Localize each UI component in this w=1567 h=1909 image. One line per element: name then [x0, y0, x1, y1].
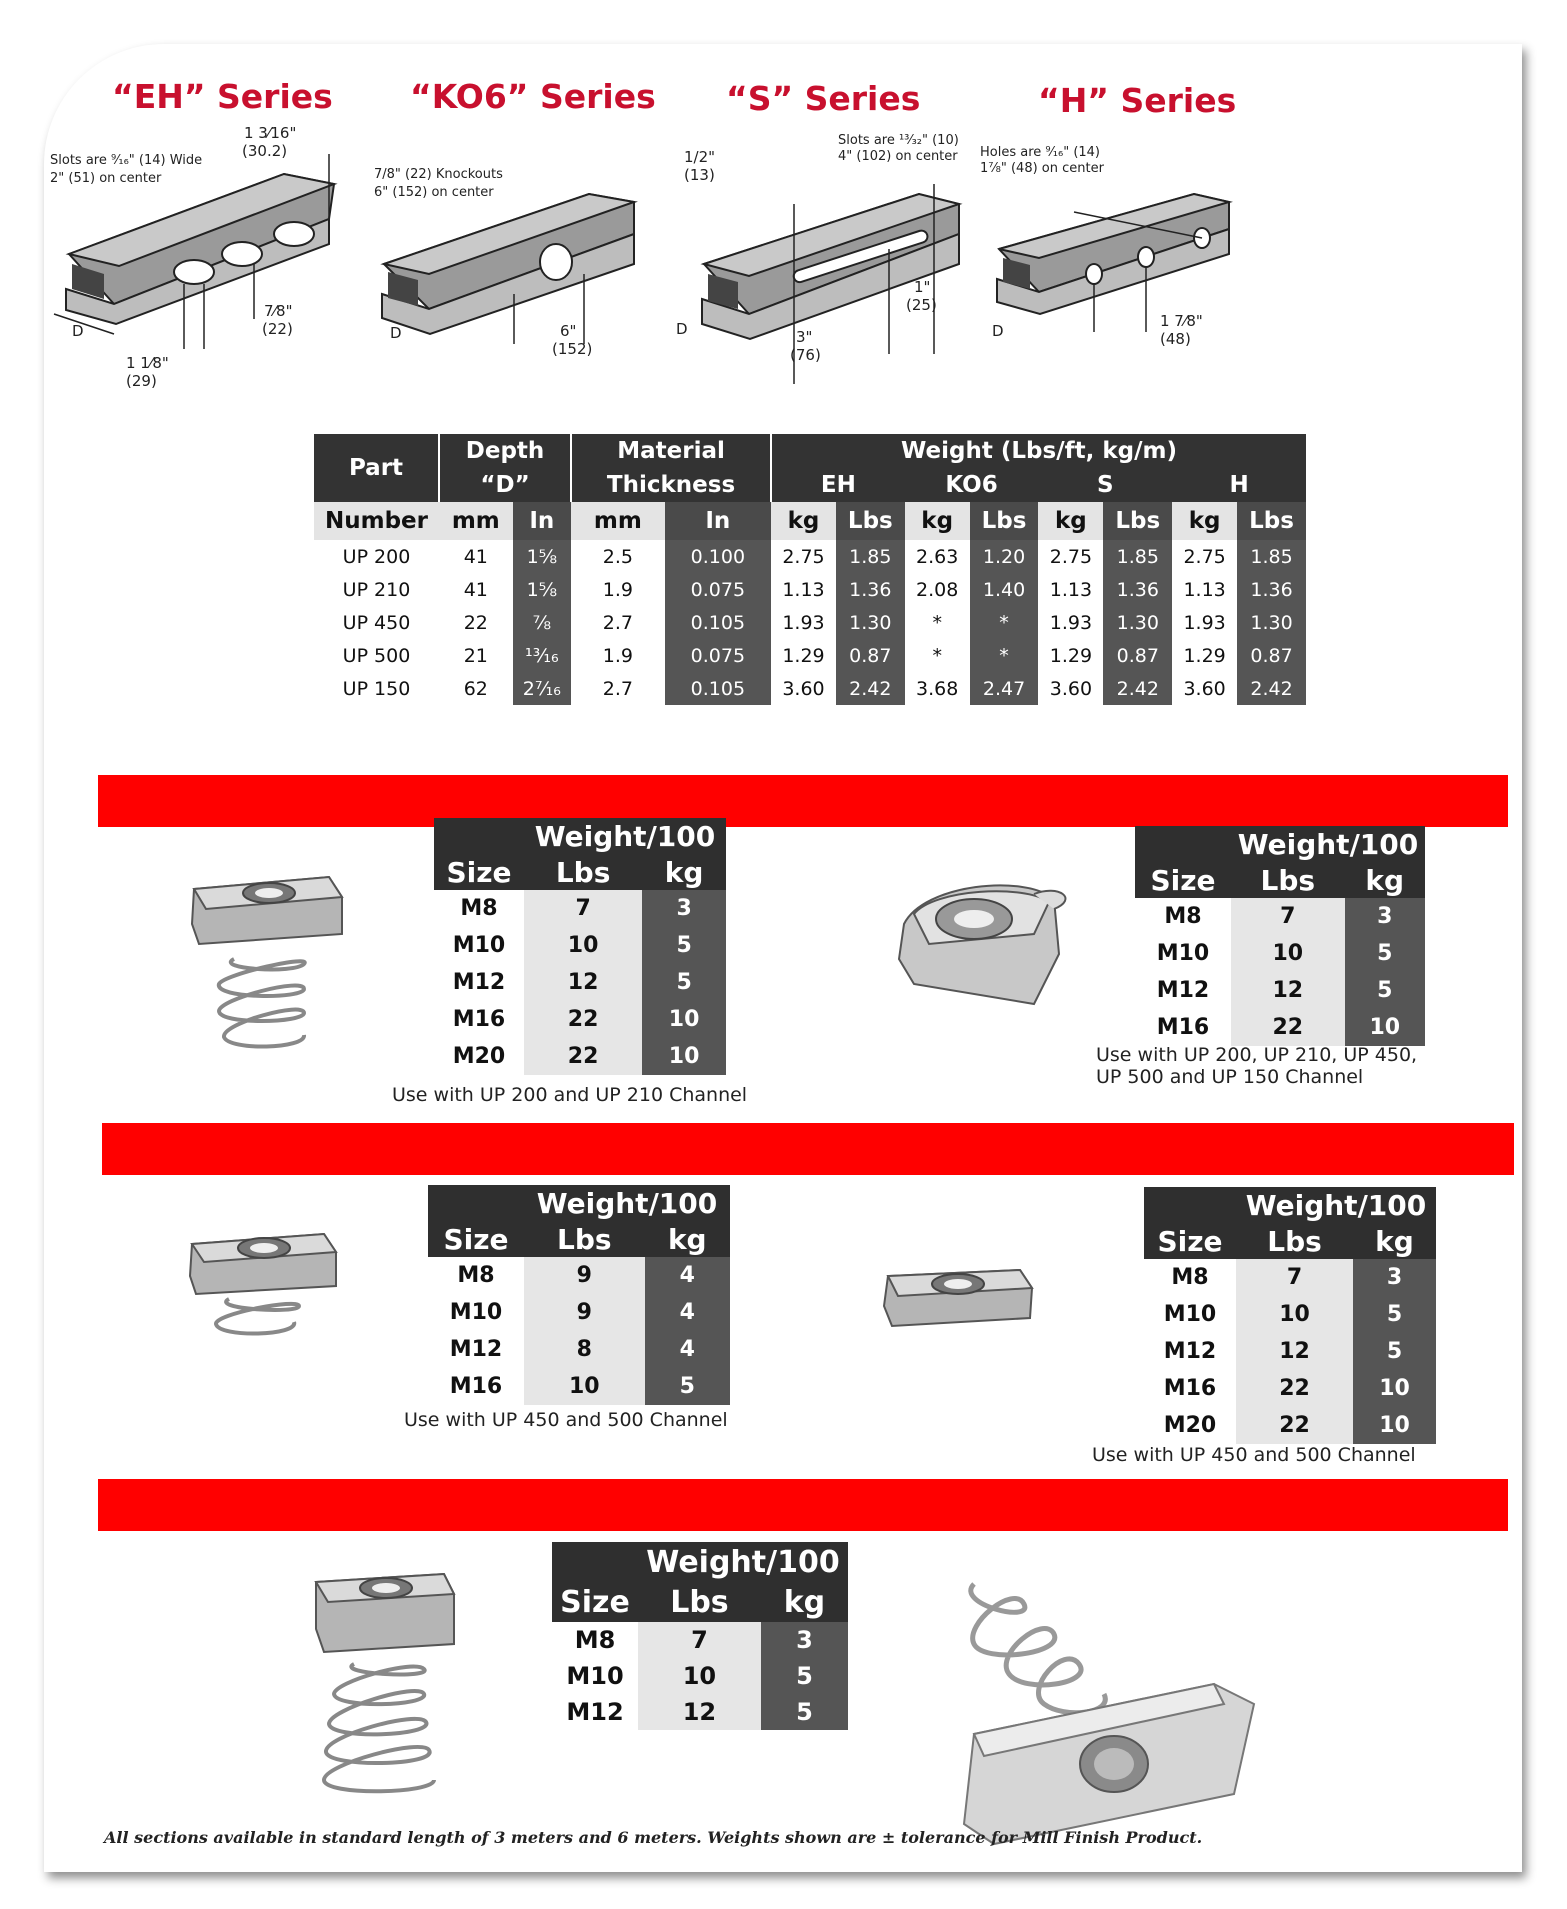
channel-nut-image — [870, 1254, 1050, 1344]
table-cell: 5 — [761, 1658, 848, 1694]
slot-shape — [174, 260, 214, 284]
s-height-in: 1" — [914, 278, 931, 296]
weight-header: Weight/100 — [1231, 826, 1425, 862]
table-cell: 10 — [638, 1658, 761, 1694]
h-note1: Holes are ⁹⁄₁₆" (14) — [980, 145, 1101, 160]
table-cell: 1.85 — [1237, 540, 1306, 573]
table-cell: 10 — [1345, 1009, 1425, 1046]
header-part: Part — [314, 434, 439, 502]
ko6-note2: 6" (152) on center — [374, 185, 494, 200]
subheader-row — [314, 502, 1306, 540]
table-cell: 12 — [1231, 972, 1345, 1009]
lbs-header: Lbs — [638, 1582, 761, 1622]
nut-table-4 — [1144, 1187, 1436, 1444]
table-cell: 3 — [1353, 1259, 1436, 1296]
h-d-label: D — [992, 322, 1004, 340]
s-note2: 4" (102) on center — [838, 149, 958, 164]
table-cell: 0.105 — [665, 606, 771, 639]
table-row — [1135, 935, 1425, 972]
red-divider-2 — [102, 1123, 1514, 1175]
header-material: Material — [571, 434, 771, 468]
s-note1: Slots are ¹³⁄₃₂" (10) — [838, 133, 959, 148]
table-cell: 3 — [642, 890, 726, 927]
table-row — [314, 573, 1306, 606]
s-d-label: D — [676, 320, 688, 338]
table-cell: M12 — [1144, 1333, 1236, 1370]
table-cell: 1.85 — [1103, 540, 1172, 573]
table-row — [434, 1038, 726, 1075]
table-cell: 10 — [524, 1368, 645, 1405]
table-row — [428, 1257, 730, 1294]
table-cell: M10 — [1144, 1296, 1236, 1333]
ko6-length-mm: (152) — [552, 340, 593, 358]
table-cell: 1.30 — [836, 606, 905, 639]
table-cell: M12 — [552, 1694, 638, 1730]
table-cell: 1.9 — [571, 639, 665, 672]
table-cell: 1.13 — [771, 573, 836, 606]
table-cell: 5 — [1353, 1333, 1436, 1370]
kg-header: kg — [642, 854, 726, 890]
table-cell: 22 — [1231, 1009, 1345, 1046]
table-cell: 8 — [524, 1331, 645, 1368]
table-cell: 3 — [1345, 898, 1425, 935]
table-cell: 7 — [638, 1622, 761, 1658]
kg-header: kg — [1345, 862, 1425, 898]
eh-series-title: “EH” Series — [112, 77, 333, 116]
catalog-page — [44, 44, 1522, 1872]
table-cell: M12 — [434, 964, 524, 1001]
weight-header: Weight/100 — [524, 818, 726, 854]
nut-table-4-body — [1144, 1259, 1436, 1444]
nut-table-2 — [1135, 826, 1425, 1046]
table-cell: UP 210 — [314, 573, 439, 606]
weight-header: Weight/100 — [1236, 1187, 1436, 1223]
table-cell: M12 — [428, 1331, 524, 1368]
table-row — [552, 1658, 848, 1694]
table-cell: 0.100 — [665, 540, 771, 573]
table-cell: 0.075 — [665, 639, 771, 672]
red-divider-1 — [98, 775, 1508, 827]
subheader-cell: kg — [905, 502, 970, 540]
table-row — [1144, 1259, 1436, 1296]
lbs-header: Lbs — [1231, 862, 1345, 898]
table-cell: 2.63 — [905, 540, 970, 573]
size-header: Size — [552, 1582, 638, 1622]
eh-d-label: D — [72, 322, 84, 340]
spring-nut-photo — [914, 1544, 1294, 1854]
s-top-in: 1/2" — [684, 148, 716, 166]
table-cell: M10 — [1135, 935, 1231, 972]
table-cell: 41 — [439, 573, 513, 606]
table-row — [434, 1001, 726, 1038]
table-cell: M16 — [428, 1368, 524, 1405]
table-row — [434, 927, 726, 964]
table-row — [434, 964, 726, 1001]
table-cell: 1.85 — [836, 540, 905, 573]
table-cell: 12 — [638, 1694, 761, 1730]
table-cell: 1⅝ — [513, 573, 572, 606]
table-cell: ⅞ — [513, 606, 572, 639]
table-cell: 41 — [439, 540, 513, 573]
clip-nut-image — [884, 864, 1084, 1034]
table-cell: 1.13 — [1038, 573, 1103, 606]
table-row — [434, 890, 726, 927]
nut-table-2-body — [1135, 898, 1425, 1046]
table-cell: UP 500 — [314, 639, 439, 672]
table-cell: 10 — [1231, 935, 1345, 972]
table-cell: * — [970, 639, 1039, 672]
table-body — [314, 540, 1306, 705]
table-cell: M8 — [428, 1257, 524, 1294]
table-row — [428, 1294, 730, 1331]
table-row — [1135, 972, 1425, 1009]
header-s: S — [1038, 468, 1172, 502]
kg-header: kg — [761, 1582, 848, 1622]
table-cell: 4 — [645, 1331, 730, 1368]
table-cell: 10 — [1353, 1370, 1436, 1407]
table-cell: M20 — [434, 1038, 524, 1075]
size-header: Size — [1135, 862, 1231, 898]
ko6-series-title: “KO6” Series — [410, 77, 656, 116]
subheader-cell: mm — [571, 502, 665, 540]
table-cell: 21 — [439, 639, 513, 672]
table-cell: M16 — [1135, 1009, 1231, 1046]
nut-table-1-note: Use with UP 200 and UP 210 Channel — [392, 1084, 748, 1106]
s-series-title: “S” Series — [726, 79, 921, 118]
size-header: Size — [1144, 1223, 1236, 1259]
table-cell: 1.36 — [1237, 573, 1306, 606]
table-cell: 10 — [524, 927, 642, 964]
table-cell: 5 — [645, 1368, 730, 1405]
table-cell: * — [970, 606, 1039, 639]
eh-height-mm: (30.2) — [242, 142, 288, 160]
table-cell: 1.40 — [970, 573, 1039, 606]
table-cell: 5 — [642, 964, 726, 1001]
table-row — [1135, 898, 1425, 935]
table-row — [314, 540, 1306, 573]
table-cell: 10 — [1236, 1296, 1353, 1333]
subheader-cell: Lbs — [1237, 502, 1306, 540]
ko6-note1: 7/8" (22) Knockouts — [374, 167, 503, 182]
nut-table-2-note-1: Use with UP 200, UP 210, UP 450, — [1096, 1044, 1418, 1066]
h-note2: 1⅞" (48) on center — [980, 161, 1104, 176]
table-row — [428, 1331, 730, 1368]
table-cell: 2.75 — [1038, 540, 1103, 573]
table-cell: 1.20 — [970, 540, 1039, 573]
table-row — [314, 639, 1306, 672]
table-cell: M16 — [434, 1001, 524, 1038]
nut-table-3-note: Use with UP 450 and 500 Channel — [404, 1409, 728, 1431]
table-row — [552, 1622, 848, 1658]
table-cell: 5 — [1345, 935, 1425, 972]
table-cell: 2.5 — [571, 540, 665, 573]
table-cell: 3 — [761, 1622, 848, 1658]
table-cell: 62 — [439, 672, 513, 705]
header-thickness: Thickness — [571, 468, 771, 502]
weight-header: Weight/100 — [638, 1542, 848, 1582]
table-cell: 10 — [642, 1001, 726, 1038]
table-cell: M12 — [1135, 972, 1231, 1009]
table-cell: 0.075 — [665, 573, 771, 606]
subheader-cell: Lbs — [970, 502, 1039, 540]
table-cell: 2.7 — [571, 672, 665, 705]
table-row — [314, 672, 1306, 705]
table-cell: 22 — [524, 1038, 642, 1075]
long-spring-nut-image — [294, 1554, 494, 1814]
table-cell: M10 — [552, 1658, 638, 1694]
subheader-cell: mm — [439, 502, 513, 540]
size-header: Size — [434, 854, 524, 890]
weight-header: Weight/100 — [524, 1185, 730, 1221]
table-cell: 9 — [524, 1294, 645, 1331]
nut-table-3 — [428, 1185, 730, 1405]
table-cell: 2⁷⁄₁₆ — [513, 672, 572, 705]
table-cell: UP 200 — [314, 540, 439, 573]
h-length-mm: (48) — [1160, 330, 1191, 348]
table-row — [552, 1694, 848, 1730]
table-cell: 10 — [1353, 1407, 1436, 1444]
table-cell: M20 — [1144, 1407, 1236, 1444]
h-series-title: “H” Series — [1038, 81, 1237, 120]
table-row — [1144, 1407, 1436, 1444]
table-cell: 4 — [645, 1294, 730, 1331]
nut-table-4-note: Use with UP 450 and 500 Channel — [1092, 1444, 1416, 1466]
subheader-cell: In — [513, 502, 572, 540]
eh-length-mm: (29) — [126, 372, 157, 390]
table-cell: 2.7 — [571, 606, 665, 639]
s-length-mm: (76) — [790, 346, 821, 364]
subheader-cell: kg — [1038, 502, 1103, 540]
s-top-mm: (13) — [684, 166, 715, 184]
table-cell: 9 — [524, 1257, 645, 1294]
table-cell: * — [905, 639, 970, 672]
table-cell: 10 — [642, 1038, 726, 1075]
table-cell: 1.29 — [1172, 639, 1237, 672]
table-cell: 1.29 — [771, 639, 836, 672]
nut-table-3-body — [428, 1257, 730, 1405]
table-cell: 1.9 — [571, 573, 665, 606]
table-cell: 5 — [1353, 1296, 1436, 1333]
table-cell: 3.60 — [771, 672, 836, 705]
red-divider-3 — [98, 1479, 1508, 1531]
table-cell: 1⅝ — [513, 540, 572, 573]
s-height-mm: (25) — [906, 296, 937, 314]
eh-width-in: 7⁄8" — [264, 302, 293, 320]
table-cell: 5 — [642, 927, 726, 964]
table-cell: 7 — [1231, 898, 1345, 935]
table-cell: 2.47 — [970, 672, 1039, 705]
table-cell: UP 150 — [314, 672, 439, 705]
table-cell: 22 — [524, 1001, 642, 1038]
subheader-cell: Number — [314, 502, 439, 540]
table-cell: 2.42 — [836, 672, 905, 705]
table-cell: 1.36 — [1103, 573, 1172, 606]
table-cell: M8 — [434, 890, 524, 927]
table-cell: 7 — [524, 890, 642, 927]
header-weight: Weight (Lbs/ft, kg/m) — [771, 434, 1306, 468]
s-length-in: 3" — [796, 328, 813, 346]
eh-height-in: 1 3⁄16" — [244, 124, 297, 142]
lbs-header: Lbs — [524, 854, 642, 890]
table-cell: M10 — [428, 1294, 524, 1331]
eh-slot-note: Slots are ⁹⁄₁₆" (14) Wide 2" (51) on center — [50, 153, 203, 186]
table-row — [314, 606, 1306, 639]
table-cell: 12 — [1236, 1333, 1353, 1370]
kg-header: kg — [1353, 1223, 1436, 1259]
lbs-header: Lbs — [1236, 1223, 1353, 1259]
table-cell: 1.93 — [771, 606, 836, 639]
header-depth: Depth — [439, 434, 571, 468]
table-cell: UP 450 — [314, 606, 439, 639]
table-cell: 2.42 — [1103, 672, 1172, 705]
subheader-cell: Lbs — [1103, 502, 1172, 540]
table-cell: 1.93 — [1172, 606, 1237, 639]
table-cell: 22 — [1236, 1407, 1353, 1444]
table-cell: 3.60 — [1172, 672, 1237, 705]
table-row — [428, 1368, 730, 1405]
table-cell: 0.87 — [1237, 639, 1306, 672]
table-cell: 1.36 — [836, 573, 905, 606]
header-depth-d: “D” — [439, 468, 571, 502]
spring-nut-image — [174, 859, 354, 1074]
table-cell: 12 — [524, 964, 642, 1001]
table-cell: 2.08 — [905, 573, 970, 606]
table-cell: 1.30 — [1103, 606, 1172, 639]
table-cell: 0.105 — [665, 672, 771, 705]
nut-table-1 — [434, 818, 726, 1075]
table-cell: 3.68 — [905, 672, 970, 705]
h-length-in: 1 7⁄8" — [1160, 312, 1203, 330]
table-cell: 2.42 — [1237, 672, 1306, 705]
table-cell: 4 — [645, 1257, 730, 1294]
table-cell: * — [905, 606, 970, 639]
size-header: Size — [428, 1221, 524, 1257]
table-row — [1144, 1333, 1436, 1370]
table-cell: 22 — [1236, 1370, 1353, 1407]
header-ko6: KO6 — [905, 468, 1039, 502]
table-cell: M16 — [1144, 1370, 1236, 1407]
nut-table-5 — [552, 1542, 848, 1730]
subheader-cell: kg — [1172, 502, 1237, 540]
subheader-cell: In — [665, 502, 771, 540]
table-cell: 5 — [761, 1694, 848, 1730]
table-cell: 7 — [1236, 1259, 1353, 1296]
header-h: H — [1172, 468, 1306, 502]
table-cell: M10 — [434, 927, 524, 964]
eh-width-mm: (22) — [262, 320, 293, 338]
table-cell: M8 — [552, 1622, 638, 1658]
table-cell: 5 — [1345, 972, 1425, 1009]
lbs-header: Lbs — [524, 1221, 645, 1257]
ko6-length-in: 6" — [560, 322, 577, 340]
table-cell: 1.30 — [1237, 606, 1306, 639]
table-cell: 1.93 — [1038, 606, 1103, 639]
table-row — [1144, 1370, 1436, 1407]
footer-note: All sections available in standard length of 3 meters and 6 meters. Weights shown are ± tolerance for Mill Finish Product. — [104, 1828, 1203, 1847]
table-cell: 2.75 — [771, 540, 836, 573]
table-cell: 2.75 — [1172, 540, 1237, 573]
subheader-cell: kg — [771, 502, 836, 540]
table-cell: 1.29 — [1038, 639, 1103, 672]
table-cell: 0.87 — [1103, 639, 1172, 672]
kg-header: kg — [645, 1221, 730, 1257]
nut-table-5-body — [552, 1622, 848, 1730]
short-spring-nut-image — [174, 1214, 354, 1354]
nut-table-2-note-2: UP 500 and UP 150 Channel — [1096, 1066, 1364, 1088]
table-row — [1135, 1009, 1425, 1046]
table-cell: M8 — [1144, 1259, 1236, 1296]
table-row — [1144, 1296, 1436, 1333]
subheader-cell: Lbs — [836, 502, 905, 540]
table-cell: M8 — [1135, 898, 1231, 935]
table-cell: 1.13 — [1172, 573, 1237, 606]
ko6-d-label: D — [390, 324, 402, 342]
eh-length-in: 1 1⁄8" — [126, 354, 169, 372]
nut-table-1-body — [434, 890, 726, 1075]
table-cell: 22 — [439, 606, 513, 639]
channel-spec-table — [314, 434, 1306, 705]
table-cell: 3.60 — [1038, 672, 1103, 705]
table-cell: ¹³⁄₁₆ — [513, 639, 572, 672]
table-cell: 0.87 — [836, 639, 905, 672]
header-eh: EH — [771, 468, 905, 502]
